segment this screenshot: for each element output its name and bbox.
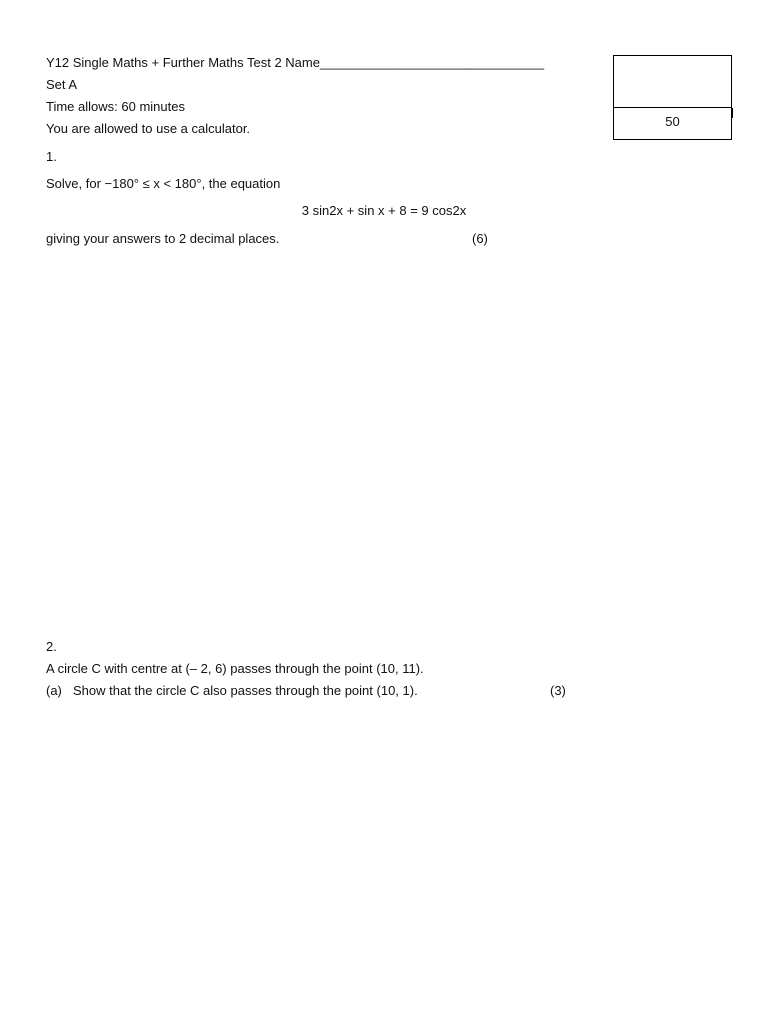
question-2-number: 2. [46, 639, 57, 654]
question-2a-label: (a) [46, 683, 62, 698]
question-2-prompt: A circle C with centre at (– 2, 6) passes through the point (10, 11). [46, 661, 424, 676]
question-1-prompt: Solve, for −180° ≤ x < 180°, the equation [46, 176, 281, 191]
question-1-equation: 3 sin2x + sin x + 8 = 9 cos2x [301, 203, 467, 218]
time-allowed: Time allows: 60 minutes [46, 99, 185, 114]
score-box [613, 55, 732, 140]
question-2a-text: Show that the circle C also passes through the point (10, 1). [73, 683, 418, 698]
question-2a-marks: (3) [550, 683, 566, 698]
calculator-note: You are allowed to use a calculator. [46, 121, 251, 136]
score-total: 50 [665, 114, 680, 129]
question-1-number: 1. [46, 149, 57, 164]
set-label: Set A [46, 77, 78, 92]
question-1-instruction: giving your answers to 2 decimal places. [46, 231, 280, 246]
test-title-name-line: Y12 Single Maths + Further Maths Test 2 Name_______________________________ [46, 55, 545, 70]
score-entry-area [614, 56, 731, 108]
score-box-tick [732, 108, 733, 118]
question-1-marks: (6) [472, 231, 488, 246]
